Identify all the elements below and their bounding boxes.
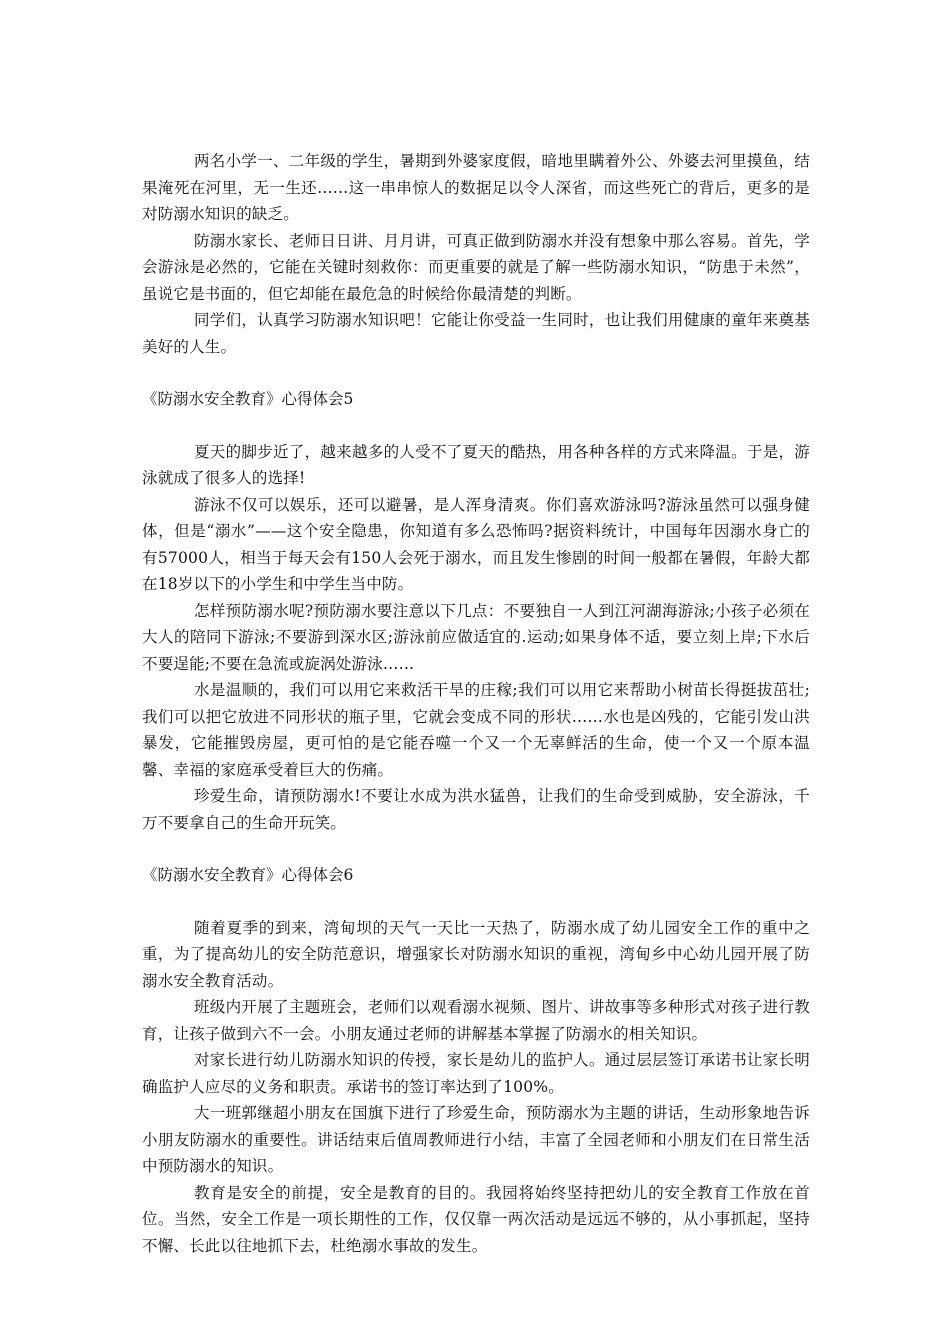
paragraph: 水是温顺的，我们可以用它来救活干旱的庄稼;我们可以用它来帮助小树苗长得挺拔茁壮;我们可以把它放进不同形状的瓶子里，它就会变成不同的形状……水也是凶残的，它能引发山洪暴发，它能摧毁房屋，更可怕的是它能吞噬一个又一个无辜鲜活的生命，使一个又一个原本温馨、幸福的家庭承受着巨大的伤痛。: [142, 681, 810, 779]
spacer: [142, 360, 810, 386]
section-heading-5: 《防溺水安全教育》心得体会5: [142, 390, 354, 408]
spacer: [142, 889, 810, 915]
paragraph: 珍爱生命，请预防溺水!不要让水成为洪水猛兽，让我们的生命受到威胁，安全游泳，千万不要拿自己的生命开玩笑。: [142, 787, 810, 832]
paragraph: 游泳不仅可以娱乐，还可以避暑，是人浑身清爽。你们喜欢游泳吗?游泳虽然可以强身健体，但是“溺水”——这个安全隐患，你知道有多么恐怖吗?据资料统计，中国每年因溺水身亡的有57000人，相当于每天会有150人会死于溺水，而且发生惨剧的时间一般都在暑假，年龄大都在18岁以下的小学生和中学生当中防。: [142, 495, 810, 593]
paragraph: 对家长进行幼儿防溺水知识的传授，家长是幼儿的监护人。通过层层签订承诺书让家长明确监护人应尽的义务和职责。承诺书的签订率达到了100%。: [142, 1051, 810, 1096]
spacer: [142, 413, 810, 439]
paragraph: 两名小学一、二年级的学生，暑期到外婆家度假，暗地里瞒着外公、外婆去河里摸鱼，结果淹死在河里，无一生还……这一串串惊人的数据足以令人深省，而这些死亡的背后，更多的是对防溺水知识的缺乏。: [142, 152, 810, 223]
paragraph: 随着夏季的到来，湾甸坝的天气一天比一天热了，防溺水成了幼儿园安全工作的重中之重，为了提高幼儿的安全防范意识，增强家长对防溺水知识的重视，湾甸乡中心幼儿园开展了防溺水安全教育活动。: [142, 918, 810, 990]
paragraph: 怎样预防溺水呢?预防溺水要注意以下几点：不要独自一人到江河湖海游泳;小孩子必须在大人的陪同下游泳;不要游到深水区;游泳前应做适宜的.运动;如果身体不适，要立刻上岸;下水后不要逞能;不要在急流或旋涡处游泳……: [142, 601, 810, 673]
paragraph: 防溺水家长、老师日日讲、月月讲，可真正做到防溺水并没有想象中那么容易。首先，学会游泳是必然的，它能在关键时刻救你：而更重要的就是了解一些防溺水知识，“防患于未然”，虽说它是书面的，但它却能在最危急的时候给你最清楚的判断。: [142, 231, 810, 303]
section-heading-6: 《防溺水安全教育》心得体会6: [142, 866, 354, 884]
paragraph: 大一班郭继超小朋友在国旗下进行了珍爱生命，预防溺水为主题的讲话，生动形象地告诉小朋友防溺水的重要性。讲话结束后值周教师进行小结，丰富了全园老师和小朋友们在日常生活中预防溺水的知识。: [142, 1104, 810, 1175]
spacer: [142, 836, 810, 862]
paragraph: 班级内开展了主题班会，老师们以观看溺水视频、图片、讲故事等多种形式对孩子进行教育，让孩子做到六不一会。小朋友通过老师的讲解基本掌握了防溺水的相关知识。: [142, 998, 810, 1043]
paragraph: 同学们，认真学习防溺水知识吧！它能让你受益一生同时，也让我们用健康的童年来奠基美好的人生。: [142, 311, 810, 356]
document-body: [142, 148, 810, 1259]
paragraph: 夏天的脚步近了，越来越多的人受不了夏天的酷热，用各种各样的方式来降温。于是，游泳就成了很多人的选择!: [142, 442, 810, 487]
paragraph: 教育是安全的前提，安全是教育的目的。我园将始终坚持把幼儿的安全教育工作放在首位。当然，安全工作是一项长期性的工作，仅仅靠一两次活动是远远不够的，从小事抓起，坚持不懈、长此以往地抓下去，杜绝溺水事故的发生。: [142, 1183, 810, 1255]
